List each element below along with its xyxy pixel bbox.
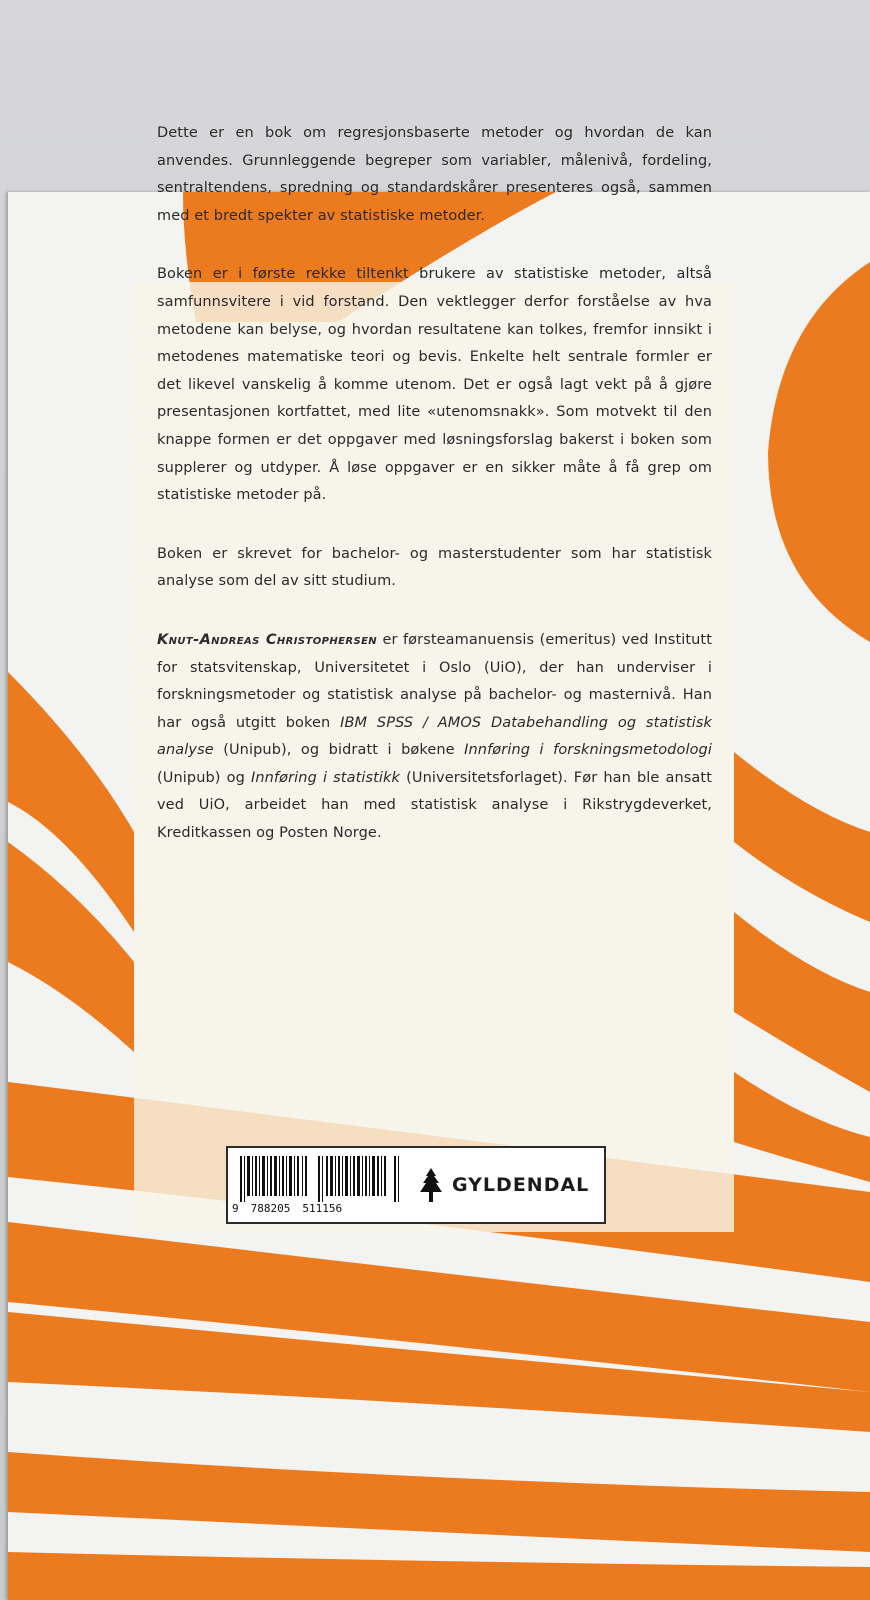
tree-icon (418, 1168, 444, 1202)
orange-ring-right (768, 262, 870, 642)
orange-stripe-bottom-4 (8, 1452, 870, 1552)
description-paragraph-3: Boken er skrevet for bachelor- og masterstudenter som har statistisk analyse som del av sitt studium. (157, 545, 712, 590)
author-bio-text-2: (Unipub), og bidratt i bøkene (213, 742, 465, 759)
book-title-3: Innføring i statistikk (250, 769, 401, 786)
publisher-logo (418, 1168, 589, 1202)
publisher-name: GYLDENDAL (452, 1174, 590, 1196)
author-name: Knut-Andreas Christophersen (157, 631, 378, 648)
author-bio-text-3: (Unipub) og (157, 769, 251, 786)
description-paragraph-2: Boken er i første rekke tiltenkt brukere av statistiske metoder, altså samfunnsvitere i vid forstand. Den vektlegger derfor forståelse av hva metodene kan belyse, og hvordan resultatene kan tolkes, fremfor innsikt i metodenes matematiske teori og bevis. Enkelte helt sentrale formler er det likevel vanskelig å komme utenom. Det er også lagt vekt på å gjøre presentasjonen kortfattet, med lite «utenomsnakk». Som motvekt til den knappe formen er det oppgaver med løsningsforslag bakerst i boken som supplerer og utdyper. Å løse oppgaver er en sikker måte å få grep om statistiske metoder på. (157, 266, 712, 504)
book-title-2: Innføring i forskningsmetodologi (464, 742, 712, 759)
back-cover-text (157, 120, 712, 879)
barcode-digits (232, 1202, 402, 1215)
barcode-digit-group-2: 511156 (302, 1202, 343, 1215)
barcode-digit-lead: 9 (232, 1202, 239, 1215)
orange-stripe-right-3 (734, 1072, 870, 1182)
description-paragraph-1: Dette er en bok om regresjonsbaserte metoder og hvordan de kan anvendes. Grunnleggende begreper som variabler, målenivå, fordeling, sentraltendens, spredning og standardskårer presenteres også, sammen med et bredt spekter av statistiske metoder. (157, 125, 712, 224)
barcode-label (226, 1146, 606, 1224)
book-title-1: IBM SPSS / AMOS Databehandling og statistisk analyse (157, 714, 712, 759)
author-bio-text-1: er førsteamanuensis (emeritus) ved Institutt for statsvitenskap, Universitetet i Oslo (UiO), der han underviser i forskningsmetoder og statistisk analyse på bachelor- og masternivå. Han har også utgitt boken (157, 631, 713, 731)
orange-stripe-bottom-5 (8, 1552, 870, 1600)
orange-stripe-right-1 (734, 752, 870, 922)
author-bio (157, 627, 712, 848)
barcode-icon (238, 1156, 408, 1202)
orange-stripe-right-2 (734, 912, 870, 1092)
author-bio-text-4: (Universitetsforlaget). Før han ble ansatt ved UiO, arbeidet han med statistisk analyse i Rikstrygdeverket, Kreditkassen og Posten Norge. (157, 769, 712, 842)
barcode-digit-group-1: 788205 (250, 1202, 291, 1215)
